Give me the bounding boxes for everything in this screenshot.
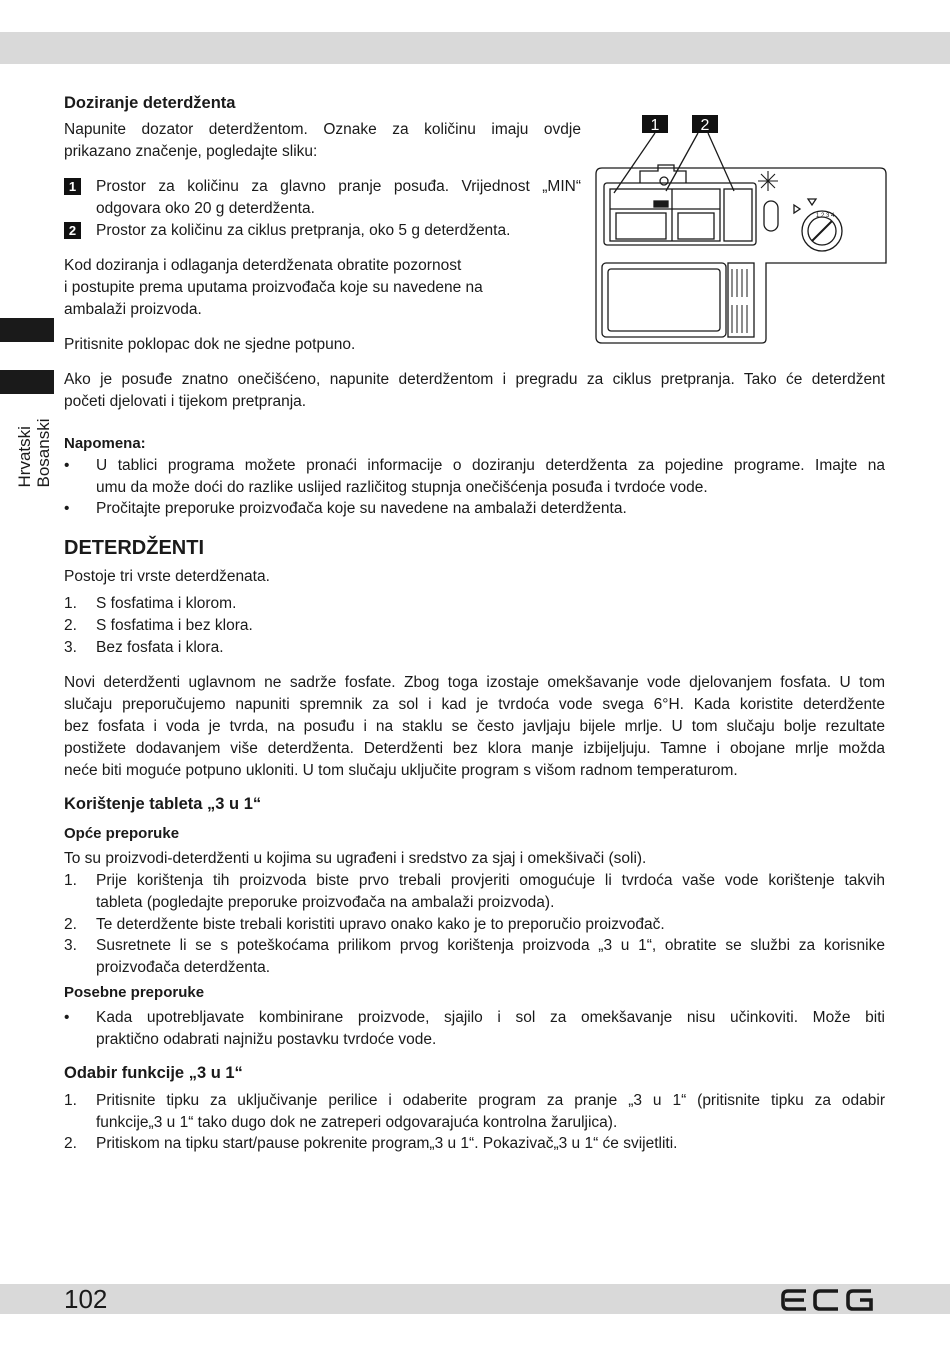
language-side-label [9,404,59,502]
tablets-intro: To su proizvodi-deterdženti u kojima su ugrađeni i sredstvo za sjaj i omekšivači (soli). [64,850,647,867]
language-label-hrvatski: Hrvatski [15,426,34,488]
list-item-line2: tableta (pogledajte preporuke proizvođača na ambalaži proizvoda). [96,894,555,911]
note-bullet-1-line2: umu da može doći do razlike uslijed različitog stupnja onečišćenja posuđa i tvrdoće vode. [96,479,708,496]
dosing-para-line1: Kod doziranja i odlaganja deterdženata obratite pozornost [64,257,462,274]
special-bullet-line2: praktično odabrati najnižu postavku tvrdoće vode. [96,1031,437,1048]
detergents-intro: Postoje tri vrste deterdženata. [64,568,270,585]
number-box-1: 1 [64,178,81,195]
press-lid-text: Pritisnite poklopac dok ne sjedne potpuno. [64,336,356,353]
diagram-label-1: 1 [650,117,660,134]
svg-text:1 2 3 4: 1 2 3 4 [816,213,835,219]
dosing-para-line2: i postupite prema uputama proizvođača koje su navedene na [64,279,483,296]
page-number: 102 [64,1284,108,1314]
detergent-dispenser-diagram [594,113,890,345]
language-label-bosanski: Bosanski [34,418,53,488]
detergents-para-line5: neće biti moguće potpuno ukloniti. U tom slučaju uključite program s višom radnom temperaturom. [64,762,738,779]
dirty-dishes-line1: Ako je posuđe znatno onečišćeno, napunite deterdžentom i pregradu za ciklus pretpranja. Tako će deterdžent [64,371,885,388]
header-bar [0,32,950,64]
detergents-para-line2: slučaju preporučujemo napuniti spremnik za sol i kad je tvrdoća vode svega 6°H. Kada koristite deterdžente [64,696,885,713]
note-title: Napomena: [64,435,146,452]
ecg-logo [780,1288,875,1312]
section-title-tablets: Korištenje tableta „3 u 1“ [64,795,262,813]
dosing-intro-line1: Napunite dozator deterdžentom. Oznake za količinu imaju ovdje [64,121,581,138]
list-item-main-wash-line2: odgovara oko 20 g deterdženta. [96,200,315,217]
section-title-detergents: DETERDŽENTI [64,537,204,559]
subtitle-general-recommendations: Opće preporuke [64,825,180,842]
dosing-intro-line2: prikazano značenje, pogledajte sliku: [64,143,318,160]
dirty-dishes-line2: početi djelovati i tijekom pretpranja. [64,393,307,410]
detergents-para-line3: bez fosfata i voda je tvrda, na posuđu i na staklu se često javljaju bijele mrlje. U tom slučaju bolje rezultate [64,718,885,735]
detergents-para-line4: postižete dodavanjem više deterdženta. Deterdženti bez klora manje izbijeljuju. Tamne i obojane mrlje možda [64,740,885,757]
dosing-para-line3: ambalaži proizvoda. [64,301,202,318]
list-item-line2: funkcije„3 u 1“ tako dugo dok ne zatreperi odgovarajuća kontrolna žaruljica). [96,1114,618,1131]
list-item-line2: proizvođača deterdženta. [96,959,271,976]
language-tab-marker-active [0,370,54,394]
section-title-3in1-function: Odabir funkcije „3 u 1“ [64,1064,243,1082]
diagram-label-2: 2 [700,117,710,134]
number-box-2: 2 [64,222,81,239]
section-title-dosing: Doziranje deterdženta [64,94,236,112]
detergents-para-line1: Novi deterdženti uglavnom ne sadrže fosfate. Zbog toga izostaje omekšavanje vode djelovanjem fosfata. U tom [64,674,885,691]
language-tab-marker [0,318,54,342]
subtitle-special-recommendations: Posebne preporuke [64,984,205,1001]
